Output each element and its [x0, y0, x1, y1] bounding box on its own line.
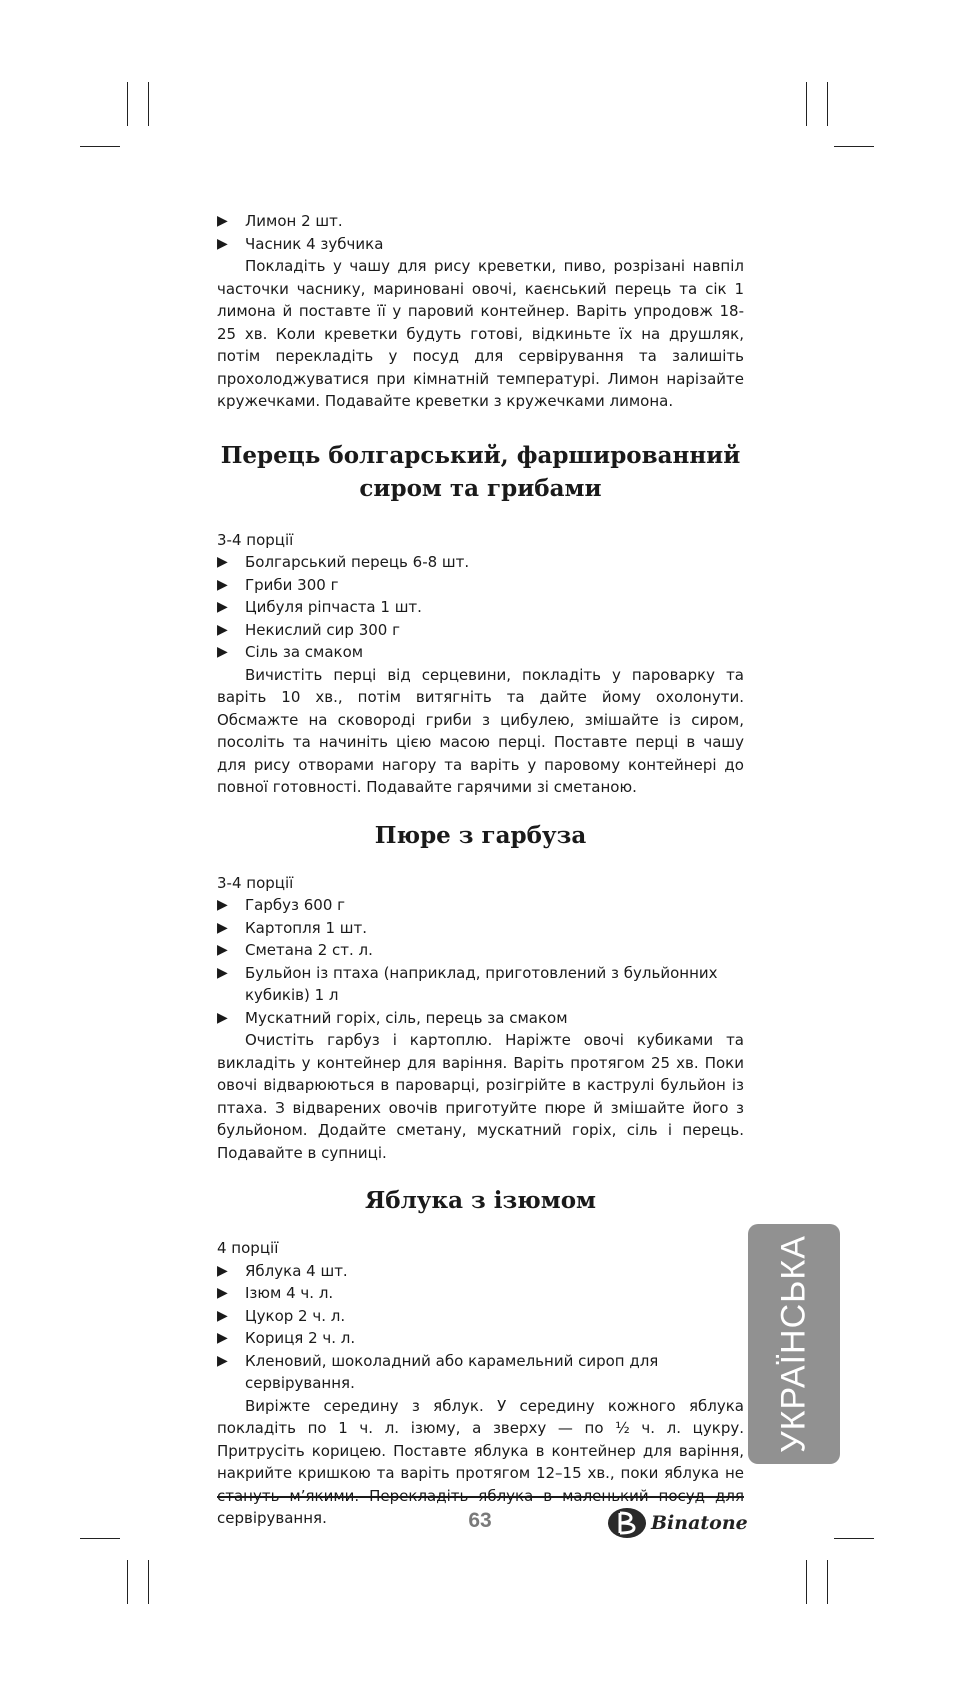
ingredient-item: ▶ Яблука 4 шт. — [217, 1260, 744, 1283]
crop-mark — [127, 82, 128, 126]
ingredient-item: ▶ Кориця 2 ч. л. — [217, 1327, 744, 1350]
recipe-instructions: Очистіть гарбуз і картоплю. Наріжте овочі кубиками та викладіть у контейнер для варіння. Варіть протягом 25 хв. Поки овочі відварюються в пароварці, розігрійте в каструлі бульйон із птаха. З відварених овочів приготуйте пюре й змішайте його з бульйоном. Додайте сметану, мускатний горіх, сіль і перець. Подавайте в супниці. — [217, 1031, 744, 1162]
ingredient-item: ▶ Гарбуз 600 г — [217, 894, 744, 917]
right-triangle-icon: ▶ — [217, 897, 228, 913]
language-tab — [748, 1224, 840, 1464]
servings: 3-4 порції — [217, 530, 294, 549]
ingredient-item: ▶ Бульйон із птаха (наприклад, приготовлений з бульйонних кубиків) 1 л — [217, 963, 718, 1004]
crop-mark — [148, 1560, 149, 1604]
right-triangle-icon: ▶ — [217, 213, 228, 229]
ingredient-item: ▶ Цукор 2 ч. л. — [217, 1305, 744, 1328]
ingredient-item: ▶ Сметана 2 ст. л. — [217, 939, 744, 962]
right-triangle-icon: ▶ — [217, 919, 228, 936]
brand-emblem-icon — [607, 1507, 647, 1539]
brand-name: Binatone — [651, 1512, 748, 1534]
right-triangle-icon: ▶ — [217, 1009, 228, 1026]
crop-mark — [834, 146, 874, 147]
ingredient-item: ▶ Лимон 2 шт. — [217, 210, 744, 233]
crop-mark — [80, 146, 120, 147]
recipe-title: Яблука з ізюмом — [364, 1187, 597, 1214]
ingredient-item: ▶ Сіль за смаком — [217, 641, 744, 664]
right-triangle-icon: ▶ — [217, 1307, 228, 1324]
ingredient-item: ▶ Часник 4 зубчика — [217, 233, 744, 256]
right-triangle-icon: ▶ — [217, 942, 228, 958]
crop-mark — [827, 1560, 828, 1604]
right-triangle-icon: ▶ — [217, 644, 228, 660]
right-triangle-icon: ▶ — [217, 1352, 228, 1369]
right-triangle-icon: ▶ — [217, 599, 228, 615]
crop-mark — [127, 1560, 128, 1604]
ingredient-item: ▶ Болгарський перець 6-8 шт. — [217, 551, 744, 574]
crop-mark — [834, 1538, 874, 1539]
crop-mark — [148, 82, 149, 126]
ingredient-item: ▶ Кленовий, шоколадний або карамельний сироп для сервірування. — [217, 1351, 659, 1392]
right-triangle-icon: ▶ — [217, 1285, 228, 1301]
ingredient-item: ▶ Цибуля ріпчаста 1 шт. — [217, 596, 744, 619]
servings: 4 порції — [217, 1239, 279, 1257]
language-tab-label: УКРАЇНСЬКА — [774, 1235, 813, 1453]
recipe-instructions: Виріжте середину з яблук. У середину кожного яблука покладіть по 1 ч. л. ізюму, а зверху — по ½ ч. л. цукру. Притрусіть корицею. Поставте яблука в контейнер для варіння, накрийте кришкою та варіть протягом 12–15 хв., поки яблука не сервірування. — [217, 1396, 744, 1527]
recipe-instructions: Покладіть у чашу для рису креветки, пиво, розрізані навпіл часточки часнику, мариновані овочі, каєнський перець та сік 1 лимона й поставте її у паровий контейнер. Варіть упродовж 18-25 хв. Коли креветки будуть готові, відкиньте їх на друшляк, потім перекладіть у посуд для сервірування та залишіть прохолоджуватися при кімнатній температурі. Лимон нарізайте кружечками. Подавайте креветки з кружечками лимона. — [217, 257, 744, 410]
servings: 3-4 порції — [217, 873, 294, 892]
crop-mark — [80, 1538, 120, 1539]
recipe-title: Пюре з гарбуза — [374, 821, 587, 849]
crop-mark — [806, 1560, 807, 1604]
right-triangle-icon: ▶ — [217, 576, 228, 593]
ingredient-item: ▶ Картопля 1 шт. — [217, 917, 744, 940]
crop-mark — [827, 82, 828, 126]
footer-rule — [217, 1496, 744, 1498]
crop-mark — [806, 82, 807, 126]
ingredient-item: ▶ Мускатний горіх, сіль, перець за смаком — [217, 1007, 744, 1030]
ingredient-item: ▶ Гриби 300 г — [217, 574, 744, 597]
right-triangle-icon: ▶ — [217, 964, 228, 981]
right-triangle-icon: ▶ — [217, 554, 228, 570]
recipe-instructions: Вичистіть перці від серцевини, покладіть у пароварку та варіть 10 хв., потім витягніть та дайте йому охолонути. Обсмажте на сковороді гриби з цибулею, змішайте із сиром, посоліть та начиніть цією масою перці. Поставте перці в чашу для рису отворами нагору та варіть у паровому контейнері до повної готовності. Подавайте гарячими зі сметаною. — [217, 665, 744, 796]
right-triangle-icon: ▶ — [217, 621, 228, 638]
brand-logo — [607, 1507, 748, 1539]
right-triangle-icon: ▶ — [217, 1330, 228, 1346]
ingredient-item: ▶ Ізюм 4 ч. л. — [217, 1282, 744, 1305]
page-number: 63 — [468, 1509, 492, 1532]
recipe-title: Перець болгарський, фаршированний сиром та грибами — [220, 441, 741, 502]
page-content — [217, 210, 744, 1530]
ingredient-item: ▶ Некислий сир 300 г — [217, 619, 744, 642]
right-triangle-icon: ▶ — [217, 235, 228, 252]
right-triangle-icon: ▶ — [217, 1262, 228, 1279]
